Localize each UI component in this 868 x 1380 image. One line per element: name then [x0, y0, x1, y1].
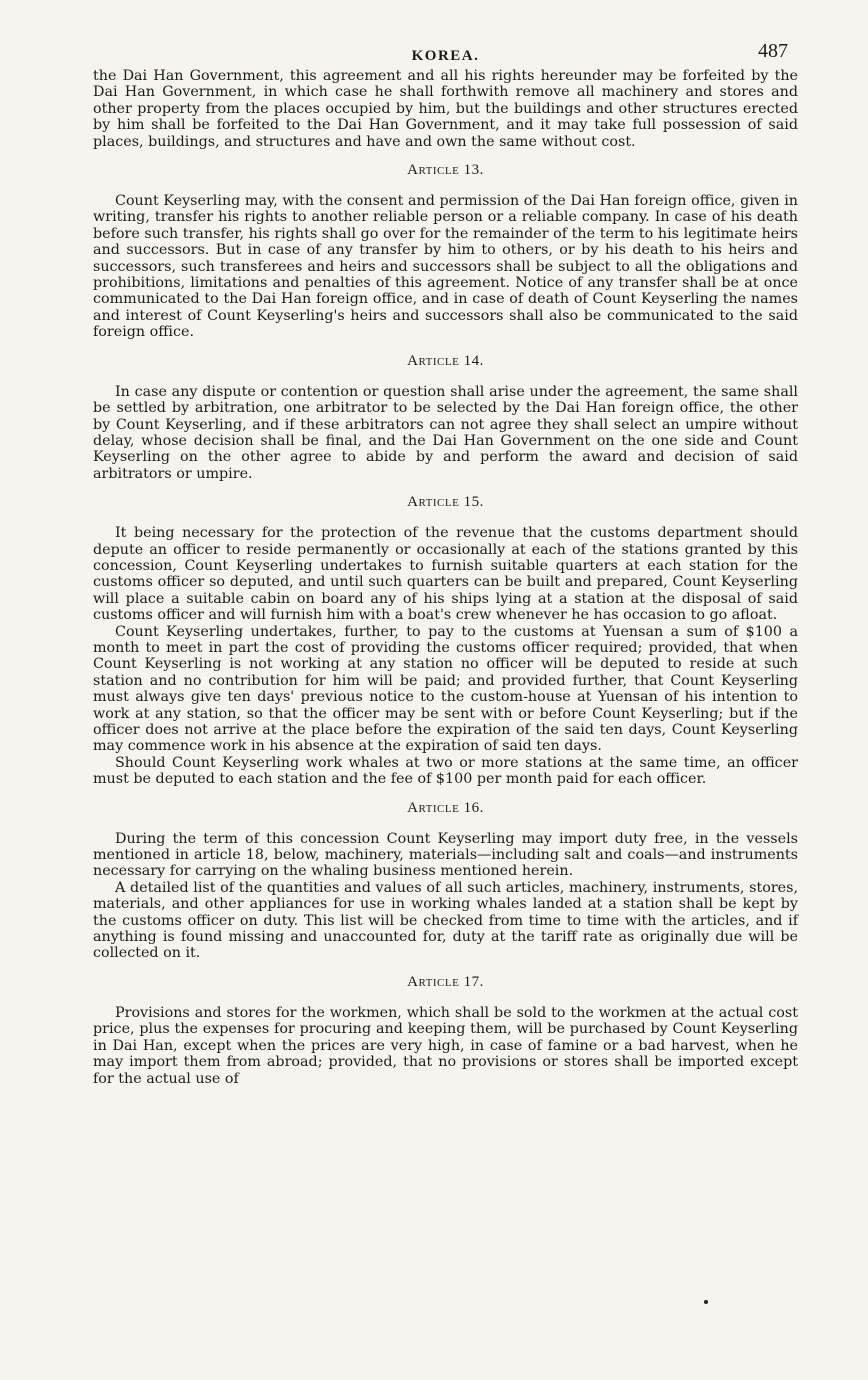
article-15-heading: Article 15. — [407, 494, 484, 511]
article-16-heading: Article 16. — [407, 799, 484, 816]
article-16-paragraph-1: During the term of this concession Count Keyserling may import duty free, in the vessels mentioned in article 18, below, machinery, materials—including salt and coals—and instruments necessary for carrying on the whaling business mentioned herein. — [93, 830, 798, 880]
article-15-paragraph-2: Count Keyserling undertakes, further, to pay to the customs at Yuensan a sum of $100 a month to meet in part the cost of providing the customs officer required; provided, that when Count Keyserling is not working at any station no officer will be deputed to reside at such station and no contribution for him will be paid; and provided further, that Count Keyserling must always give ten days' previous notice to the custom-house at Yuensan of his intention to work at any station, so that the officer may be sent with or before Count Keyserling; but if the officer does not arrive at the place before the expiration of the said ten days, Count Keyserling may commence work in his absence at the expiration of said ten days. — [93, 623, 798, 755]
running-title: KOREA. — [411, 48, 480, 64]
page-number: 487 — [758, 40, 788, 62]
article-14-paragraph: In case any dispute or contention or question shall arise under the agreement, the same shall be settled by arbitration, one arbitrator to be selected by the Dai Han foreign office, the other by Count Keyserling, and if these arbitrators can not agree they shall select an umpire without delay, whose decision shall be final, and the Dai Han Government on the one side and Count Keyserling on the other agree to abide by and perform the award and decision of said arbitrators or umpire. — [93, 383, 798, 482]
ink-speck — [704, 1300, 708, 1304]
article-15-paragraph-1: It being necessary for the protection of the revenue that the customs department should depute an officer to reside permanently or occasionally at each of the stations granted by this concession, Count Keyserling undertakes to furnish suitable quarters at each station for the customs officer so deputed, and until such quarters can be built and prepared, Count Keyserling will place a suitable cabin on board any of his ships lying at a station at the disposal of said customs officer and will furnish him with a boat's crew whenever he has occasion to go afloat. — [93, 525, 798, 624]
running-header — [93, 40, 798, 68]
article-17-paragraph: Provisions and stores for the workmen, which shall be sold to the workmen at the actual cost price, plus the expenses for procuring and keeping them, will be purchased by Count Keyserling in Dai Han, except when the prices are very high, in case of famine or a bad harvest, when he may import them from abroad; provided, that no provisions or stores shall be imported except for the actual use of — [93, 1004, 798, 1087]
article-16-paragraph-2: A detailed list of the quantities and values of all such articles, machinery, instruments, stores, materials, and other appliances for use in working whales landed at a station shall be kept by the customs officer on duty. This list will be checked from time to time with the articles, and if anything is found missing and unaccounted for, duty at the tariff rate as originally due will be collected on it. — [93, 879, 798, 962]
article-15-paragraph-3: Should Count Keyserling work whales at two or more stations at the same time, an officer must be deputed to each station and the fee of $100 per month paid for each officer. — [93, 754, 798, 788]
article-13-heading: Article 13. — [407, 162, 484, 179]
article-13-paragraph: Count Keyserling may, with the consent and permission of the Dai Han foreign office, given in writing, transfer his rights to another reliable person or a reliable company. In case of his death before such transfer, his rights shall go over for the remainder of the term to his legitimate heirs and successors. But in case of any transfer by him to others, or by his death to his heirs and successors, such transferees and heirs and successors shall be subject to all the obligations and prohibitions, limitations and penalties of this agreement. Notice of any transfer shall be at once communicated to the Dai Han foreign office, and in case of death of Count Keyserling the names and interest of Count Keyserling's heirs and successors shall also be communicated to the said foreign office. — [93, 193, 798, 341]
paragraph-continued: the Dai Han Government, this agreement and all his rights hereunder may be forfeited by the Dai Han Government, in which case he shall forthwith remove all machinery and stores and other property from the places occupied by him, but the buildings and other structures erected by him shall be forfeited to the Dai Han Government, and it may take full possession of said places, buildings, and structures and have and own the same without cost. — [93, 68, 798, 150]
article-14-heading: Article 14. — [407, 352, 484, 369]
article-17-heading: Article 17. — [407, 973, 484, 990]
